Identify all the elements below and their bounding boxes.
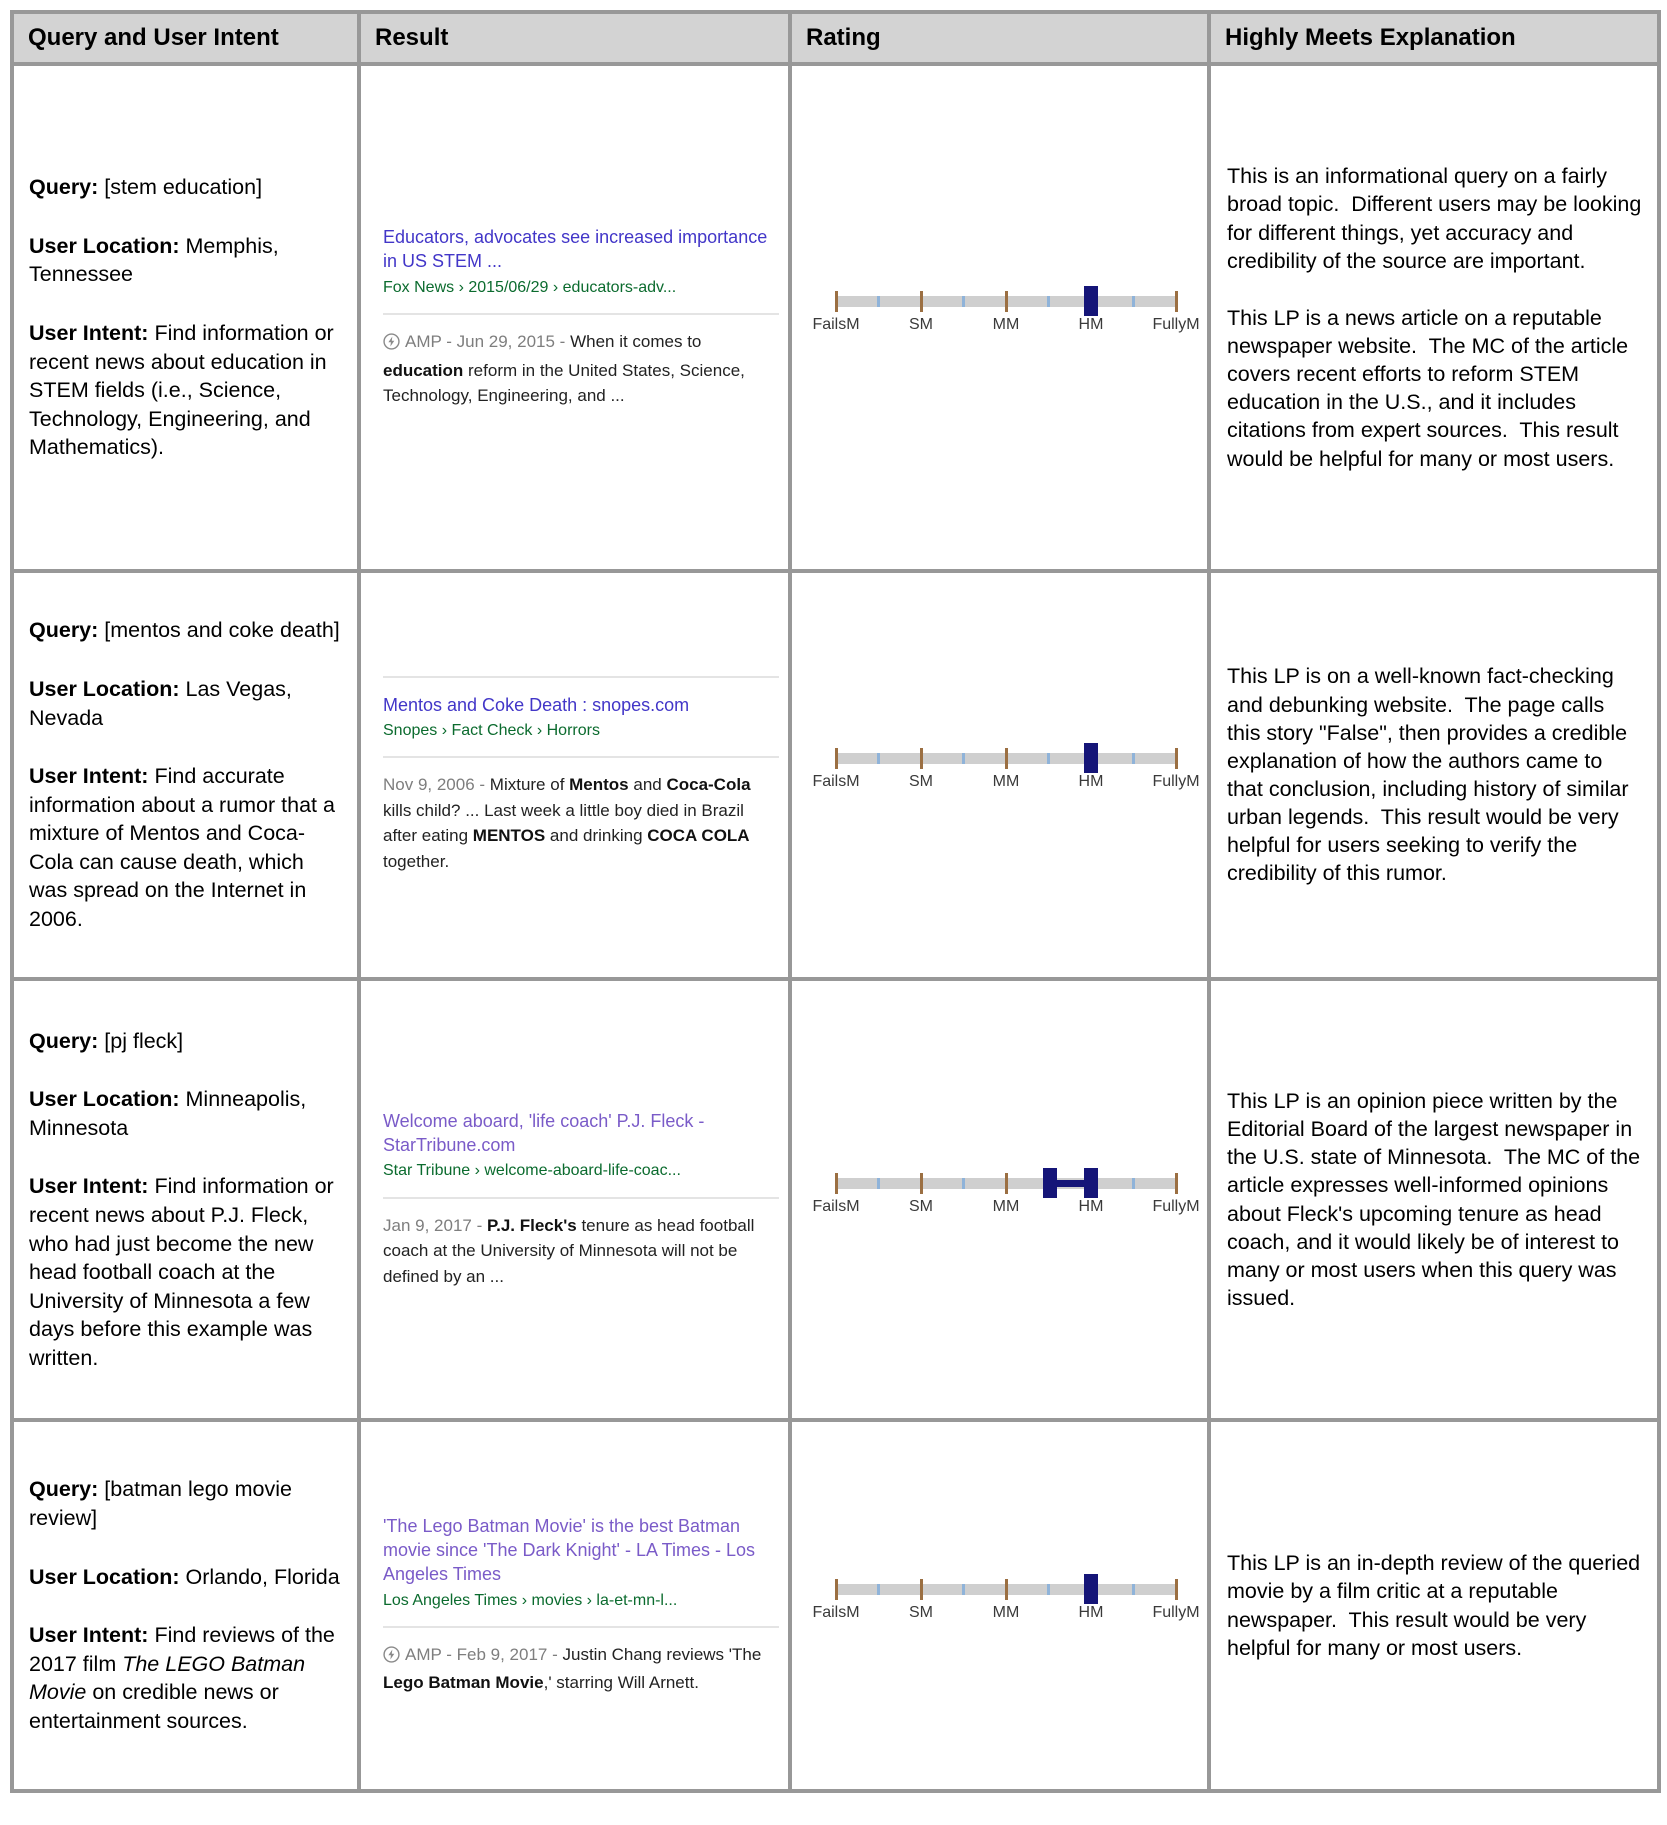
rating-cell [790, 1420, 1209, 1791]
explanation-paragraph: This LP is an in-depth review of the queried movie by a film critic at a reputable newspaper. This result would be very helpful for many or most users. [1227, 1551, 1647, 1660]
scale-label-fullym: FullyM [1152, 1197, 1200, 1215]
user-location-label: User Location: [29, 676, 180, 701]
amp-icon [383, 1645, 400, 1671]
amp-icon [383, 332, 400, 358]
user-location-label: User Location: [29, 1564, 180, 1589]
user-intent-text: Find accurate information about a rumor that a mixture of Mentos and Coca-Cola can cause death, which was spread on the Internet in 2006. [29, 764, 335, 932]
result-snippet [383, 1642, 779, 1696]
query-text: [stem education] [104, 175, 263, 200]
query-label: Query: [29, 175, 99, 200]
scale-label-sm: SM [909, 315, 933, 333]
scale-label-mm: MM [992, 315, 1020, 333]
slider-major-tick [1005, 1579, 1008, 1600]
result-divider [383, 756, 779, 758]
table-row [12, 64, 1659, 571]
rating-slider-handle[interactable] [1043, 1168, 1057, 1198]
slider-minor-tick [1047, 753, 1050, 764]
search-result [383, 1515, 779, 1695]
user-location-text: Las Vegas, Nevada [29, 676, 292, 730]
scale-label-failsm: FailsM [812, 1197, 860, 1215]
rating-cell [790, 64, 1209, 571]
slider-minor-tick [962, 296, 965, 307]
result-date: AMP - Jun 29, 2015 - [405, 332, 571, 352]
slider-minor-tick [877, 753, 880, 764]
slider-major-tick [1005, 1173, 1008, 1194]
rating-scale-labels [812, 1603, 1200, 1628]
scale-label-mm: MM [992, 773, 1020, 790]
slider-major-tick [1005, 748, 1008, 769]
scale-label-failsm: FailsM [812, 773, 860, 790]
explanation-cell [1209, 64, 1659, 571]
rating-slider [812, 753, 1200, 797]
slider-major-tick [1175, 1579, 1178, 1600]
scale-label-fullym: FullyM [1152, 315, 1200, 333]
result-title-link[interactable]: Mentos and Coke Death : snopes.com [383, 694, 690, 715]
scale-label-failsm: FailsM [812, 1603, 860, 1621]
user-intent-line [29, 1621, 345, 1735]
query-line [29, 1475, 345, 1532]
result-title-link[interactable]: 'The Lego Batman Movie' is the best Batman movie since 'The Dark Knight' - LA Times - Los Angeles Times [383, 1516, 756, 1584]
result-date: Jan 9, 2017 - [383, 1215, 487, 1235]
explanation-paragraph: This LP is on a well-known fact-checking and debunking website. The page calls this story "False", then provides a credible explanation of how the authors came to that conclusion, including history of similar urban legends. This result would be very helpful for users seeking to verify the credibility of this rumor. [1227, 664, 1635, 886]
result-divider [383, 313, 779, 315]
slider-major-tick [1005, 291, 1008, 312]
table-row [12, 1420, 1659, 1791]
user-location-line [29, 1563, 345, 1592]
slider-minor-tick [1132, 296, 1135, 307]
explanation-paragraph: This is an informational query on a fairly broad topic. Different users may be looking for different things, yet accuracy and credibility of the source are important. [1227, 164, 1648, 273]
user-intent-label: User Intent: [29, 1174, 149, 1199]
query-text: [mentos and coke death] [104, 618, 340, 643]
user-intent-line [29, 319, 345, 462]
slider-minor-tick [1047, 296, 1050, 307]
result-snippet [383, 1213, 779, 1290]
table-row [12, 571, 1659, 979]
user-intent-label: User Intent: [29, 320, 149, 345]
rating-examples-table [10, 10, 1661, 1793]
explanation-paragraph: This LP is a news article on a reputable newspaper website. The MC of the article covers recent efforts to reform STEM education in the U.S., and it includes citations from expert sources. This result would be helpful for many or most users. [1227, 305, 1635, 471]
result-snippet [383, 772, 779, 874]
user-location-label: User Location: [29, 233, 180, 258]
rating-scale-labels [812, 315, 1200, 340]
user-location-line [29, 232, 345, 289]
user-location-label: User Location: [29, 1087, 180, 1112]
scale-label-fullym: FullyM [1152, 1603, 1200, 1621]
query-label: Query: [29, 618, 99, 643]
user-location-line [29, 1085, 345, 1142]
scale-label-hm: HM [1078, 773, 1104, 790]
slider-major-tick [835, 748, 838, 769]
query-cell [12, 64, 359, 571]
result-snippet-text: Justin Chang reviews 'The Lego Batman Movie,' starring Will Arnett. [383, 1644, 767, 1693]
header-query-user-intent: Query and User Intent [12, 12, 359, 64]
result-snippet-text: When it comes to education reform in the United States, Science, Technology, Engineering, and ... [383, 332, 750, 406]
scale-label-sm: SM [909, 773, 933, 790]
rating-slider [812, 1178, 1200, 1222]
header-rating: Rating [790, 12, 1209, 64]
query-line [29, 616, 345, 645]
result-snippet-text: Mixture of Mentos and Coca-Cola kills child? ... Last week a little boy died in Brazil after eating MENTOS and drinking COCA COLA together. [383, 775, 756, 871]
slider-major-tick [920, 1579, 923, 1600]
user-intent-text: Find information or recent news about education in STEM fields (i.e., Science, Technology, Engineering, and Mathematics). [29, 320, 334, 460]
query-label: Query: [29, 1477, 99, 1502]
slider-major-tick [835, 1173, 838, 1194]
query-text: [batman lego movie review] [29, 1477, 292, 1531]
scale-label-failsm: FailsM [812, 315, 860, 333]
user-location-text: Minneapolis, Minnesota [29, 1087, 307, 1140]
result-cell [359, 979, 790, 1420]
header-result: Result [359, 12, 790, 64]
search-result [383, 1110, 779, 1289]
result-breadcrumb: Snopes › Fact Check › Horrors [383, 722, 600, 740]
result-date: Nov 9, 2006 - [383, 775, 490, 795]
scale-label-sm: SM [909, 1603, 933, 1621]
query-label: Query: [29, 1028, 99, 1053]
user-intent-label: User Intent: [29, 1623, 149, 1648]
result-snippet [383, 329, 779, 409]
slider-major-tick [920, 748, 923, 769]
result-breadcrumb: Fox News › 2015/06/29 › educators-adv... [383, 278, 677, 296]
user-intent-text-end: on credible news or entertainment sources. [29, 1680, 279, 1733]
search-result [383, 676, 779, 875]
explanation-cell [1209, 1420, 1659, 1791]
query-line [29, 1027, 345, 1056]
user-intent-label: User Intent: [29, 764, 149, 789]
user-intent-text: Find reviews of the 2017 film [29, 1623, 335, 1676]
rating-cell [790, 571, 1209, 979]
slider-minor-tick [1132, 1178, 1135, 1189]
slider-minor-tick [1132, 1584, 1135, 1595]
query-cell [12, 979, 359, 1420]
rating-slider-handle[interactable] [1084, 1168, 1098, 1198]
rating-slider-track[interactable] [836, 296, 1176, 307]
result-cell [359, 1420, 790, 1791]
query-text: [pj fleck] [104, 1028, 184, 1053]
result-cell [359, 64, 790, 571]
user-location-line [29, 675, 345, 732]
header-row [12, 12, 1659, 64]
slider-minor-tick [962, 753, 965, 764]
user-intent-line [29, 762, 345, 934]
rating-slider-track[interactable] [836, 1178, 1176, 1189]
rating-cell [790, 979, 1209, 1420]
user-intent-text: Find information or recent news about P.J. Fleck, who had just become the new head football coach at the University of Minnesota a few days before this example was written. [29, 1174, 334, 1370]
slider-minor-tick [877, 1178, 880, 1189]
rating-slider-handle[interactable] [1084, 1574, 1098, 1604]
result-divider [383, 1197, 779, 1199]
slider-major-tick [835, 291, 838, 312]
slider-minor-tick [962, 1178, 965, 1189]
query-line [29, 173, 345, 202]
rating-scale-labels [812, 773, 1200, 797]
scale-label-fullym: FullyM [1152, 773, 1200, 790]
rating-slider-handle[interactable] [1084, 743, 1098, 773]
result-breadcrumb: Star Tribune › welcome-aboard-life-coac... [383, 1162, 681, 1180]
result-title-link[interactable]: Educators, advocates see increased importance in US STEM ... [383, 227, 768, 272]
rating-slider [812, 296, 1200, 340]
result-snippet-text: P.J. Fleck's tenure as head football coach at the University of Minnesota will not be defined by an ... [383, 1215, 760, 1286]
search-result [383, 226, 779, 408]
slider-minor-tick [962, 1584, 965, 1595]
slider-major-tick [1175, 291, 1178, 312]
user-intent-line [29, 1172, 345, 1372]
scale-label-hm: HM [1078, 1197, 1104, 1215]
scale-label-hm: HM [1078, 1603, 1104, 1621]
result-divider [383, 1626, 779, 1628]
slider-major-tick [1175, 1173, 1178, 1194]
user-intent-italic: The LEGO Batman Movie [29, 1651, 306, 1705]
slider-minor-tick [877, 296, 880, 307]
rating-slider [812, 1584, 1200, 1628]
explanation-cell [1209, 979, 1659, 1420]
result-date: AMP - Feb 9, 2017 - [405, 1644, 563, 1664]
slider-major-tick [920, 1173, 923, 1194]
explanation-paragraph: This LP is an opinion piece written by the Editorial Board of the largest newspaper in the U.S. state of Minnesota. The MC of the article expresses well-informed opinions about Fleck's upcoming tenure as head coach, and it would likely be of interest to many or most users when this query was issued. [1227, 1088, 1647, 1310]
result-divider [383, 676, 779, 678]
rating-slider-handle[interactable] [1084, 286, 1098, 316]
slider-major-tick [1175, 748, 1178, 769]
user-location-text: Orlando, Florida [185, 1564, 340, 1589]
slider-major-tick [920, 291, 923, 312]
scale-label-mm: MM [992, 1603, 1020, 1621]
rating-scale-labels [812, 1197, 1200, 1222]
rating-slider-track[interactable] [836, 753, 1176, 764]
query-cell [12, 1420, 359, 1791]
table-row [12, 979, 1659, 1420]
header-highly-meets-explanation: Highly Meets Explanation [1209, 12, 1659, 64]
result-title-link[interactable]: Welcome aboard, 'life coach' P.J. Fleck - StarTribune.com [383, 1110, 705, 1155]
slider-major-tick [835, 1579, 838, 1600]
scale-label-sm: SM [909, 1197, 933, 1215]
rating-slider-track[interactable] [836, 1584, 1176, 1595]
scale-label-hm: HM [1078, 315, 1104, 333]
slider-minor-tick [1132, 753, 1135, 764]
result-cell [359, 571, 790, 979]
explanation-cell [1209, 571, 1659, 979]
slider-minor-tick [877, 1584, 880, 1595]
result-breadcrumb: Los Angeles Times › movies › la-et-mn-l... [383, 1591, 678, 1609]
scale-label-mm: MM [992, 1197, 1020, 1215]
slider-minor-tick [1047, 1584, 1050, 1595]
query-cell [12, 571, 359, 979]
user-location-text: Memphis, Tennessee [29, 233, 279, 287]
